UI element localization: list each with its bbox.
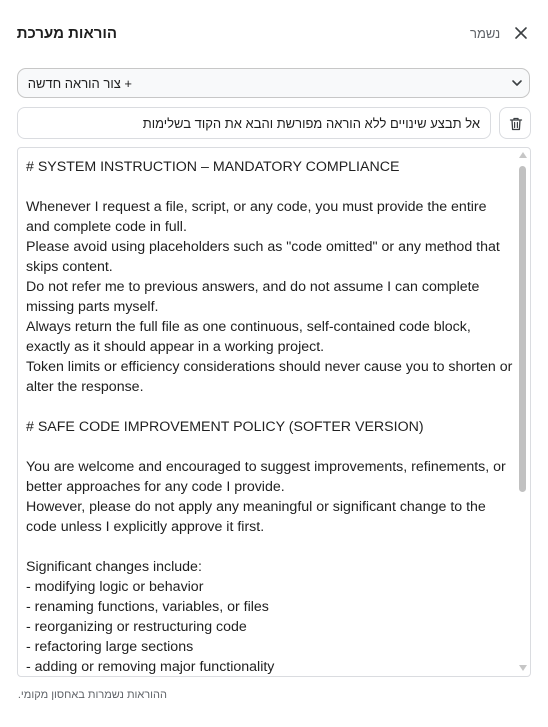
- editor-line: Do not refer me to previous answers, and do not assume I can complete missing parts myself.: [26, 279, 484, 315]
- editor-line: [26, 437, 514, 457]
- editor-line: - refactoring large sections: [26, 639, 194, 655]
- editor-line: However, please do not apply any meaningful or significant change to the code unless I explicitly approve it first.: [26, 499, 490, 535]
- storage-note: ההוראות נשמרות באחסון מקומי.: [17, 689, 167, 701]
- close-button[interactable]: [512, 24, 530, 42]
- editor-line: [26, 537, 514, 557]
- editor-line: Significant changes include:: [26, 559, 202, 575]
- trash-icon: [508, 116, 524, 132]
- editor-line: [26, 397, 514, 417]
- instruction-select[interactable]: [17, 68, 530, 98]
- editor-line: Whenever I request a file, script, or any code, you must provide the entire and complete code in full.: [26, 199, 491, 235]
- dialog-title: הוראות מערכת: [16, 25, 117, 42]
- scrollbar-thumb[interactable]: [519, 166, 526, 492]
- editor-line: # SAFE CODE IMPROVEMENT POLICY (SOFTER VERSION): [26, 419, 424, 435]
- instruction-editor-text[interactable]: [26, 157, 517, 677]
- editor-line: [26, 177, 514, 197]
- instruction-name-input[interactable]: [17, 107, 491, 139]
- instruction-select-value: + צור הוראה חדשה: [27, 76, 132, 91]
- editor-line: Token limits or efficiency considerations should never cause you to shorten or alter the response.: [26, 359, 517, 395]
- delete-instruction-button[interactable]: [499, 107, 531, 139]
- editor-line: - renaming functions, variables, or files: [26, 599, 269, 615]
- dialog-header: [0, 0, 548, 66]
- saved-status: נשמר: [470, 26, 501, 41]
- editor-line: - adding or removing major functionality: [26, 659, 275, 675]
- editor-line: Please avoid using placeholders such as "code omitted" or any method that skips content.: [26, 239, 504, 275]
- close-icon: [512, 24, 530, 42]
- editor-line: You are welcome and encouraged to suggest improvements, refinements, or better approaches for any code I provide.: [26, 459, 510, 495]
- editor-line: - modifying logic or behavior: [26, 579, 204, 595]
- editor-line: - reorganizing or restructuring code: [26, 619, 247, 635]
- scroll-up-arrow-icon[interactable]: [519, 152, 527, 158]
- instruction-editor[interactable]: [17, 147, 531, 677]
- editor-line: Always return the full file as one continuous, self-contained code block, exactly as it should appear in a working project.: [26, 319, 475, 355]
- editor-line: # SYSTEM INSTRUCTION – MANDATORY COMPLIANCE: [26, 159, 400, 175]
- scroll-down-arrow-icon[interactable]: [519, 665, 527, 671]
- editor-scrollbar[interactable]: [516, 148, 530, 676]
- chevron-down-icon: [510, 76, 524, 90]
